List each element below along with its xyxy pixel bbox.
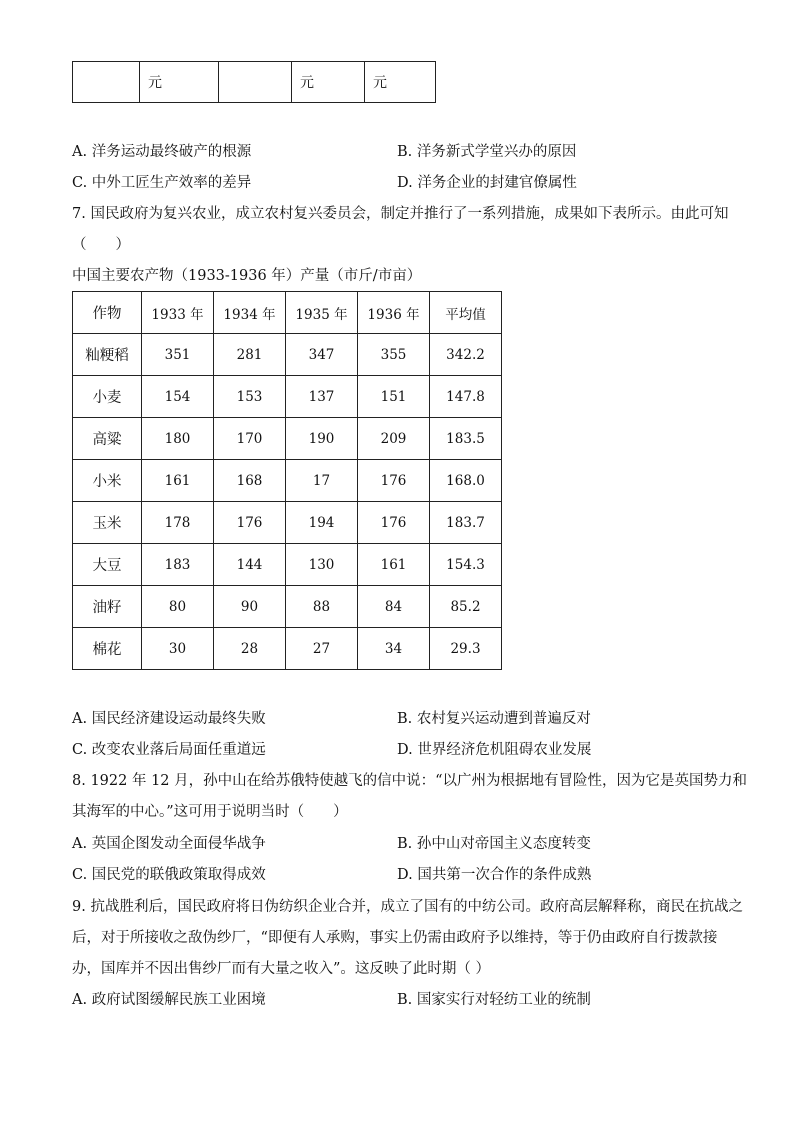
table-cell: 小麦 bbox=[73, 376, 142, 418]
table-cell: 170 bbox=[214, 418, 286, 460]
table-row bbox=[73, 376, 502, 418]
q9-stem-line2: 后，对于所接收之敌伪纱厂，“即便有人承购，事实上仍需由政府予以维持，等于仍由政府自行拨款接 bbox=[72, 930, 718, 946]
q7-option-b: B. 农村复兴运动遭到普遍反对 bbox=[397, 711, 591, 727]
table-cell: 130 bbox=[286, 544, 358, 586]
table-cell: 玉米 bbox=[73, 502, 142, 544]
table-cell: 342.2 bbox=[430, 334, 502, 376]
q8-stem-line1: 8. 1922 年 12 月，孙中山在给苏俄特使越飞的信中说：“以广州为根据地有冒险性，因为它是英国势力和 bbox=[72, 773, 748, 789]
table-cell: 190 bbox=[286, 418, 358, 460]
table-cell: 281 bbox=[214, 334, 286, 376]
q7-stem-line2: （ ） bbox=[72, 237, 130, 253]
table-cell: 154.3 bbox=[430, 544, 502, 586]
table-cell bbox=[219, 62, 292, 103]
q8-stem-line2: 其海军的中心。”这可用于说明当时（ ） bbox=[72, 804, 348, 820]
q9-option-b: B. 国家实行对轻纺工业的统制 bbox=[397, 992, 591, 1008]
table-row bbox=[73, 628, 502, 670]
table-cell: 元 bbox=[365, 62, 436, 103]
q7-stem-line1: 7. 国民政府为复兴农业，成立农村复兴委员会，制定并推行了一系列措施，成果如下表所示。由此可知 bbox=[72, 206, 729, 222]
q9-stem-line1: 9. 抗战胜利后，国民政府将日伪纺织企业合并，成立了国有的中纺公司。政府高层解释称，商民在抗战之 bbox=[72, 899, 743, 915]
q8-option-d: D. 国共第一次合作的条件成熟 bbox=[397, 867, 592, 883]
table-cell: 元 bbox=[140, 62, 219, 103]
q7-option-c: C. 改变农业落后局面任重道远 bbox=[72, 742, 266, 758]
table-cell: 183 bbox=[142, 544, 214, 586]
table-cell: 168.0 bbox=[430, 460, 502, 502]
table-row bbox=[73, 62, 436, 103]
table-cell: 88 bbox=[286, 586, 358, 628]
table-cell: 84 bbox=[358, 586, 430, 628]
table-cell: 80 bbox=[142, 586, 214, 628]
table-cell: 153 bbox=[214, 376, 286, 418]
table-cell: 355 bbox=[358, 334, 430, 376]
crop-yield-table bbox=[72, 291, 502, 670]
table-cell: 高粱 bbox=[73, 418, 142, 460]
table-cell: 176 bbox=[358, 460, 430, 502]
table-cell: 30 bbox=[142, 628, 214, 670]
q9-stem-line3: 办，国库并不因出售纱厂而有大量之收入”。这反映了此时期（ ） bbox=[72, 961, 491, 977]
table-cell: 161 bbox=[142, 460, 214, 502]
q7-table-caption: 中国主要农产物（1933-1936 年）产量（市斤/市亩） bbox=[72, 268, 422, 284]
table-row bbox=[73, 544, 502, 586]
table-row bbox=[73, 586, 502, 628]
table-cell: 183.5 bbox=[430, 418, 502, 460]
table-row bbox=[73, 460, 502, 502]
table-cell: 28 bbox=[214, 628, 286, 670]
table-row bbox=[73, 334, 502, 376]
column-header: 1935 年 bbox=[286, 292, 358, 334]
column-header: 1936 年 bbox=[358, 292, 430, 334]
column-header: 1934 年 bbox=[214, 292, 286, 334]
table-cell: 151 bbox=[358, 376, 430, 418]
table-cell: 176 bbox=[358, 502, 430, 544]
table-cell: 176 bbox=[214, 502, 286, 544]
table-cell: 27 bbox=[286, 628, 358, 670]
q8-option-a: A. 英国企图发动全面侵华战争 bbox=[72, 836, 266, 852]
table-cell: 元 bbox=[292, 62, 365, 103]
table-cell: 小米 bbox=[73, 460, 142, 502]
table-cell: 180 bbox=[142, 418, 214, 460]
table-row bbox=[73, 502, 502, 544]
q8-option-c: C. 国民党的联俄政策取得成效 bbox=[72, 867, 266, 883]
table-cell: 油籽 bbox=[73, 586, 142, 628]
table-cell: 183.7 bbox=[430, 502, 502, 544]
column-header: 作物 bbox=[73, 292, 142, 334]
column-header: 平均值 bbox=[430, 292, 502, 334]
table-cell: 144 bbox=[214, 544, 286, 586]
table-cell: 90 bbox=[214, 586, 286, 628]
table-cell: 194 bbox=[286, 502, 358, 544]
q6-option-c: C. 中外工匠生产效率的差异 bbox=[72, 175, 252, 191]
table-cell: 351 bbox=[142, 334, 214, 376]
q9-option-a: A. 政府试图缓解民族工业困境 bbox=[72, 992, 266, 1008]
table-cell: 大豆 bbox=[73, 544, 142, 586]
table-cell: 17 bbox=[286, 460, 358, 502]
table-cell: 209 bbox=[358, 418, 430, 460]
table-cell: 29.3 bbox=[430, 628, 502, 670]
q6-option-a: A. 洋务运动最终破产的根源 bbox=[72, 144, 252, 160]
q8-option-b: B. 孙中山对帝国主义态度转变 bbox=[397, 836, 591, 852]
table-cell: 棉花 bbox=[73, 628, 142, 670]
table-cell: 154 bbox=[142, 376, 214, 418]
table-cell: 168 bbox=[214, 460, 286, 502]
q6-option-d: D. 洋务企业的封建官僚属性 bbox=[397, 175, 577, 191]
table-cell: 籼粳稻 bbox=[73, 334, 142, 376]
table-cell: 137 bbox=[286, 376, 358, 418]
table-cell: 178 bbox=[142, 502, 214, 544]
table-header-row bbox=[73, 292, 502, 334]
table-cell: 161 bbox=[358, 544, 430, 586]
q6-option-b: B. 洋务新式学堂兴办的原因 bbox=[397, 144, 577, 160]
column-header: 1933 年 bbox=[142, 292, 214, 334]
table-cell: 347 bbox=[286, 334, 358, 376]
table-cell: 147.8 bbox=[430, 376, 502, 418]
table-row bbox=[73, 418, 502, 460]
table-cell: 34 bbox=[358, 628, 430, 670]
table-cell: 85.2 bbox=[430, 586, 502, 628]
table-cell bbox=[73, 62, 140, 103]
q7-option-d: D. 世界经济危机阻碍农业发展 bbox=[397, 742, 592, 758]
fee-table-fragment bbox=[72, 61, 436, 103]
q7-option-a: A. 国民经济建设运动最终失败 bbox=[72, 711, 266, 727]
